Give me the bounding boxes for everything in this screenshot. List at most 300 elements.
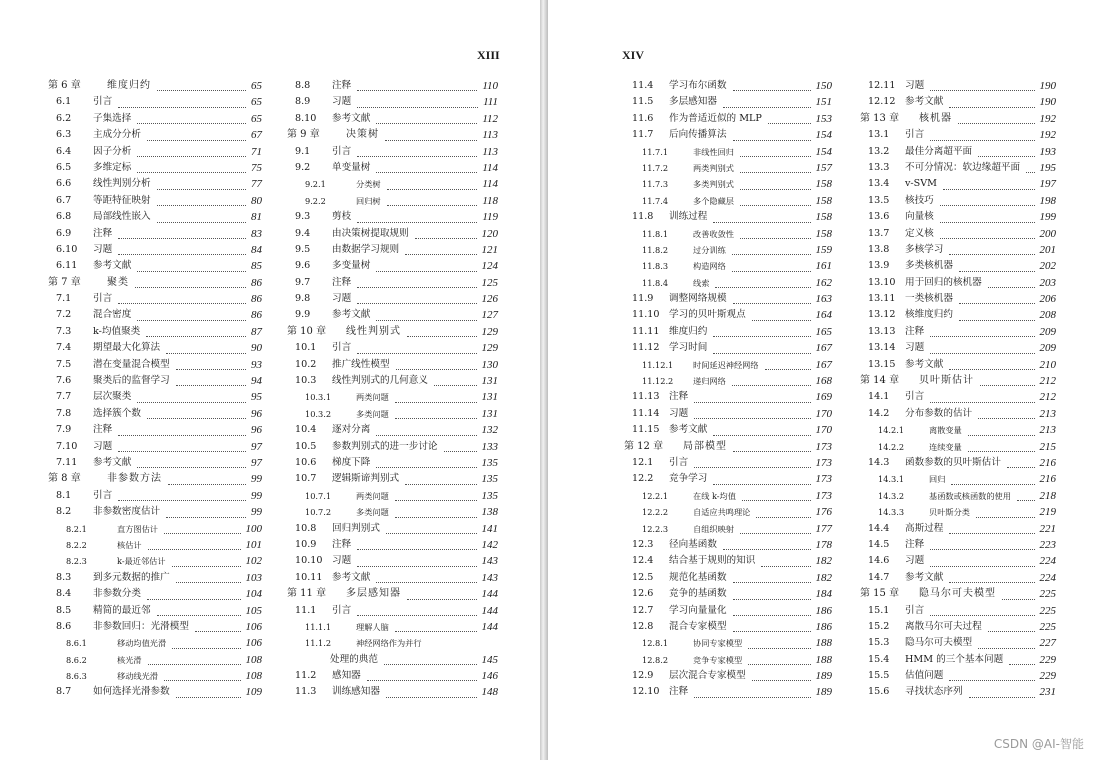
dot-leader (732, 238, 811, 255)
toc-entry-title: 多类问题 (356, 408, 389, 419)
toc-entry-page: 101 (245, 538, 262, 551)
toc-entry-number: 12.1 (632, 456, 654, 468)
toc-entry-title: 隐马尔可夫模型 (919, 588, 996, 600)
toc-entry-page: 99 (251, 489, 262, 502)
toc-entry-title: 学习的贝叶斯观点 (669, 309, 746, 321)
dot-leader (166, 500, 246, 517)
toc-entry-title: 竞争的基函数 (669, 588, 727, 600)
toc-entry-page: 114 (482, 161, 498, 174)
toc-entry-number: 11.1.2 (305, 638, 332, 649)
toc-entry-page: 182 (815, 571, 832, 584)
toc-entry-page: 209 (1039, 325, 1056, 338)
watermark: CSDN @AI-智能 (993, 737, 1084, 751)
dot-leader (740, 172, 811, 189)
toc-entry-title: 引言 (93, 96, 113, 108)
toc-entry-title: 作为普适近似的 MLP (669, 112, 762, 124)
dot-leader (951, 467, 1034, 484)
toc-entry-title: 线性判别式的几何意义 (332, 375, 428, 387)
toc-entry-title: 引言 (905, 129, 925, 141)
toc-entry-number: 7.11 (56, 456, 78, 468)
toc-entry-number: 11.10 (632, 309, 660, 321)
toc-entry-number: 15.3 (868, 637, 890, 649)
dot-leader (752, 303, 811, 320)
dot-leader (930, 385, 1034, 402)
dot-leader (118, 435, 246, 452)
dot-leader (748, 648, 810, 665)
toc-entry-page: 193 (1039, 145, 1056, 158)
dot-leader (969, 680, 1035, 697)
dot-leader (740, 517, 811, 534)
toc-entry-title: 参考文献 (93, 456, 132, 468)
dot-leader (157, 205, 246, 222)
toc-entry-number: 13.15 (868, 358, 896, 370)
toc-entry-page: 169 (815, 391, 832, 404)
toc-entry-page: 143 (481, 571, 498, 584)
dot-leader (1007, 451, 1035, 468)
toc-entry-number: 8.1 (56, 489, 72, 501)
toc-entry-title: 混合专家模型 (669, 620, 727, 632)
toc-entry-page: 190 (1039, 80, 1056, 92)
toc-entry-page: 87 (251, 325, 262, 338)
toc-entry-title: 引言 (332, 145, 352, 157)
toc-entry-number: 13.14 (868, 342, 896, 354)
toc-entry-title: 决策树 (346, 129, 379, 141)
dot-leader (949, 90, 1034, 107)
toc-entry-title: 竞争学习 (669, 473, 708, 485)
toc-entry-number: 8.8 (295, 80, 311, 91)
toc-entry (287, 619, 498, 635)
dot-leader (357, 271, 476, 288)
toc-entry-title: 贝叶斯分类 (929, 507, 970, 518)
dot-leader (385, 123, 477, 140)
toc-entry-number: 8.7 (56, 686, 72, 698)
toc-entry-number: 13.8 (868, 243, 890, 255)
toc-entry-page: 143 (481, 555, 498, 568)
toc-entry-page: 164 (815, 309, 832, 322)
toc-entry-title: 非参数方法 (107, 473, 162, 485)
toc-entry-number: 6.4 (56, 145, 72, 157)
toc-entry-page: 202 (1039, 260, 1056, 273)
toc-entry-page: 135 (481, 473, 498, 486)
toc-entry-title: 习题 (669, 407, 689, 419)
dot-leader (1026, 156, 1034, 173)
toc-entry-page: 173 (815, 440, 832, 453)
toc-entry-title: 感知器 (332, 670, 361, 682)
dot-leader (415, 222, 477, 239)
toc-entry-page: 108 (245, 653, 262, 666)
toc-entry-number: 7.10 (56, 440, 78, 452)
toc-entry-number: 11.8.2 (642, 244, 669, 255)
toc-entry-number: 13.5 (868, 194, 890, 206)
toc-entry-title: 规范化基函数 (669, 571, 727, 583)
toc-entry-number: 6.2 (56, 112, 72, 124)
toc-entry-number: 13.9 (868, 260, 890, 272)
dot-leader (118, 90, 246, 107)
page-number-left: XIII (477, 48, 500, 62)
toc-entry-title: 参数判别式的进一步讨论 (332, 440, 438, 452)
toc-entry-number: 10.5 (295, 440, 317, 452)
toc-entry-page: 162 (815, 276, 832, 289)
toc-entry-page: 212 (1039, 391, 1056, 404)
toc-entry-page: 94 (251, 375, 262, 388)
toc-entry-number: 9.6 (295, 260, 311, 272)
dot-leader (1002, 582, 1035, 599)
toc-entry-number: 10.3.1 (305, 392, 332, 403)
toc-entry-number: 12.6 (632, 588, 654, 600)
toc-entry-title: 习题 (332, 555, 352, 567)
toc-entry-title: 混合密度 (93, 309, 132, 321)
toc-entry-number: 11.4 (632, 80, 654, 91)
toc-entry-title: 选择簇个数 (93, 407, 141, 419)
dot-leader (940, 222, 1035, 239)
dot-leader (733, 582, 811, 599)
toc-entry-number: 8.6.2 (66, 654, 87, 665)
dot-leader (386, 517, 477, 534)
dot-leader (172, 549, 241, 566)
toc-entry-title: v-SVM (905, 178, 937, 190)
toc-entry-number: 14.3.1 (878, 474, 905, 485)
dot-leader (940, 189, 1035, 206)
toc-entry-page: 121 (481, 243, 498, 256)
toc-entry-title: 寻找状态序列 (905, 686, 963, 698)
toc-entry-title: 期望最大化算法 (93, 342, 161, 354)
toc-entry-title: 离散马尔可夫过程 (905, 620, 982, 632)
dot-leader (137, 156, 246, 173)
toc-entry-title: 隐马尔可夫模型 (905, 637, 973, 649)
page-gutter (540, 0, 548, 760)
toc-entry-number: 8.2.1 (66, 523, 87, 534)
toc-entry-page: 93 (251, 358, 262, 371)
toc-entry-number: 9.7 (295, 276, 311, 288)
toc-entry-page: 96 (251, 424, 262, 437)
toc-entry-title: 层次聚类 (93, 391, 132, 403)
dot-leader (357, 287, 476, 304)
toc-entry-number: 11.1.1 (305, 621, 332, 632)
dot-leader (405, 467, 476, 484)
toc-entry-title: 移动均值光滑 (117, 638, 167, 649)
dot-leader (694, 402, 810, 419)
toc-entry-number: 14.5 (868, 538, 890, 550)
toc-entry-number: 8.6.3 (66, 671, 87, 682)
toc-entry-title: 引言 (669, 456, 689, 468)
toc-entry-page: 145 (481, 653, 498, 666)
toc-entry-number: 7.5 (56, 358, 72, 370)
dot-leader (733, 615, 811, 632)
toc-entry-number: 9.2.1 (305, 179, 326, 190)
toc-entry-number: 8.3 (56, 571, 72, 583)
toc-entry-number: 7.4 (56, 342, 72, 354)
dot-leader (930, 320, 1034, 337)
dot-leader (157, 172, 246, 189)
toc-entry-page: 97 (251, 456, 262, 469)
toc-entry-title: 习题 (93, 440, 113, 452)
toc-entry-number: 13.10 (868, 276, 896, 288)
toc-entry-number: 11.7.2 (642, 162, 669, 173)
toc-entry (624, 684, 832, 700)
toc-entry-title: 参考文献 (905, 96, 944, 108)
toc-entry-page: 216 (1039, 456, 1056, 469)
toc-entry-page: 106 (245, 620, 262, 633)
toc-entry-number: 6.11 (56, 260, 78, 272)
toc-entry-title: 参考文献 (905, 571, 944, 583)
toc-entry-title: 由决策树提取规则 (332, 227, 409, 239)
toc-entry-title: 注释 (93, 424, 113, 436)
toc-entry-page: 154 (815, 145, 832, 158)
toc-entry-number: 12.2 (632, 473, 654, 485)
dot-leader (357, 533, 476, 550)
toc-entry-title: 核机器 (919, 112, 952, 124)
toc-entry-number: 11.7 (632, 129, 654, 141)
toc-entry-title: 时间延迟神经网络 (693, 359, 759, 370)
toc-entry-page: 229 (1039, 653, 1056, 666)
toc-entry-number: 10.7.2 (305, 507, 332, 518)
dot-leader (733, 287, 811, 304)
toc-entry-number: 8.10 (295, 112, 317, 124)
toc-entry-number: 8.2.3 (66, 556, 87, 567)
toc-entry-number: 6.7 (56, 194, 72, 206)
dot-leader (742, 484, 811, 501)
toc-entry-page: 131 (481, 407, 498, 420)
toc-entry-number: 11.7.1 (642, 146, 669, 157)
dot-leader (733, 74, 811, 91)
toc-entry-title: 回归树 (356, 195, 381, 206)
toc-entry-page: 129 (481, 342, 498, 355)
dot-leader (387, 189, 478, 206)
toc-entry-title: 自组织映射 (693, 523, 734, 534)
toc-entry-title: 多层感知器 (346, 588, 401, 600)
toc-entry-page: 178 (815, 538, 832, 551)
toc-entry-number: 11.5 (632, 96, 654, 108)
dot-leader (357, 549, 476, 566)
toc-entry-title: 构造网络 (693, 261, 726, 272)
toc-entry-page: 148 (481, 686, 498, 699)
dot-leader (694, 385, 810, 402)
toc-entry-number: 第 6 章 (48, 80, 81, 91)
page-number-right: XIV (622, 48, 645, 62)
dot-leader (713, 467, 810, 484)
toc-entry-number: 11.6 (632, 112, 654, 124)
toc-entry-number: 12.5 (632, 571, 654, 583)
toc-entry-title: 参考文献 (332, 571, 371, 583)
toc-entry-number: 9.3 (295, 211, 311, 223)
toc-entry-title: 习题 (905, 80, 925, 91)
toc-entry-page: 85 (251, 260, 262, 273)
toc-entry-number: 14.3.2 (878, 490, 905, 501)
toc-entry-number: 12.8.2 (642, 654, 669, 665)
toc-entry-page: 159 (815, 243, 832, 256)
toc-entry-number: 第 14 章 (860, 375, 900, 387)
dot-leader (367, 664, 477, 681)
toc-entry-page: 195 (1039, 161, 1056, 174)
toc-entry-page: 184 (815, 588, 832, 601)
dot-leader (930, 336, 1034, 353)
dot-leader (164, 664, 241, 681)
toc-entry-title: 如何选择光滑参数 (93, 686, 170, 698)
toc-entry-title: 不可分情况：软边缘超平面 (905, 161, 1021, 173)
toc-column-1 (48, 78, 262, 701)
dot-leader (137, 451, 246, 468)
toc-entry-number: 14.3.3 (878, 507, 905, 518)
toc-entry-number: 7.1 (56, 293, 72, 305)
toc-entry-page: 200 (1039, 227, 1056, 240)
toc-entry-page: 84 (251, 243, 262, 256)
dot-leader (713, 336, 810, 353)
toc-entry-page: 146 (481, 670, 498, 683)
toc-entry-title: 逐对分离 (332, 424, 371, 436)
toc-entry-page: 189 (815, 670, 832, 683)
dot-leader (930, 549, 1034, 566)
toc-entry-number: 6.6 (56, 178, 72, 190)
dot-leader (376, 418, 476, 435)
toc-entry-title: 线性判别分析 (93, 178, 151, 190)
toc-entry-page: 153 (815, 112, 832, 125)
dot-leader (118, 484, 246, 501)
toc-entry-page: 208 (1039, 309, 1056, 322)
dot-leader (733, 123, 811, 140)
dot-leader (988, 615, 1035, 632)
toc-entry-title: 回归判别式 (332, 522, 380, 534)
toc-entry-title: 训练过程 (669, 211, 708, 223)
dot-leader (930, 74, 1034, 91)
toc-entry-page: 99 (251, 473, 262, 486)
dot-leader (930, 533, 1034, 550)
toc-entry-page: 105 (245, 604, 262, 617)
toc-entry-page: 90 (251, 342, 262, 355)
toc-entry-number: 11.8 (632, 211, 654, 223)
toc-entry-page: 144 (481, 620, 498, 633)
dot-leader (176, 353, 246, 370)
dot-leader (1017, 484, 1035, 501)
toc-entry-title: 径向基函数 (669, 538, 717, 550)
toc-entry-number: 10.6 (295, 456, 317, 468)
toc-entry-number: 15.6 (868, 686, 890, 698)
dot-leader (137, 107, 246, 124)
toc-entry-title: 过分训练 (693, 244, 726, 255)
toc-entry-title: 核维度归约 (905, 309, 953, 321)
dot-leader (137, 303, 246, 320)
dot-leader (168, 467, 246, 484)
toc-entry-title: 线索 (693, 277, 710, 288)
toc-entry-page: 219 (1039, 506, 1056, 519)
toc-entry-title: 习题 (905, 342, 925, 354)
toc-entry-page: 188 (815, 637, 832, 650)
toc-entry-number: 10.8 (295, 522, 317, 534)
dot-leader (978, 631, 1034, 648)
toc-entry-page: 135 (481, 489, 498, 502)
dot-leader (713, 320, 810, 337)
toc-entry-page: 144 (481, 588, 498, 601)
dot-leader (930, 599, 1034, 616)
toc-entry-number: 7.7 (56, 391, 72, 403)
toc-entry-number: 8.6.1 (66, 638, 87, 649)
toc-entry-number: 15.4 (868, 653, 890, 665)
dot-leader (949, 566, 1034, 583)
dot-leader (395, 615, 477, 632)
toc-entry-title: 回归 (929, 474, 946, 485)
toc-entry-page: 213 (1039, 407, 1056, 420)
toc-entry-page: 192 (1039, 129, 1056, 142)
toc-entry (860, 684, 1056, 700)
dot-leader (357, 74, 477, 91)
toc-entry-page: 113 (482, 145, 498, 158)
toc-entry-page: 103 (245, 571, 262, 584)
toc-entry-title: 局部模型 (683, 440, 727, 452)
toc-entry-title: 移动线光滑 (117, 671, 158, 682)
toc-entry (287, 684, 498, 700)
dot-leader (376, 566, 476, 583)
toc-entry-title: 两类问题 (356, 490, 389, 501)
toc-entry-page: 186 (815, 620, 832, 633)
dot-leader (740, 140, 811, 157)
toc-entry-title: 基函数或核函数的使用 (929, 490, 1011, 501)
toc-entry-title: 分布参数的估计 (905, 407, 973, 419)
toc-entry-page: 119 (482, 211, 498, 224)
toc-entry-number: 11.9 (632, 293, 654, 305)
dot-leader (148, 533, 241, 550)
toc-entry-page: 75 (251, 161, 262, 174)
toc-entry-title: 高斯过程 (905, 522, 944, 534)
toc-entry-title: 局部线性嵌入 (93, 211, 151, 223)
toc-entry-number: 14.7 (868, 571, 890, 583)
toc-entry-title: 贝叶斯估计 (919, 375, 974, 387)
toc-entry-page: 163 (815, 293, 832, 306)
toc-entry-page: 125 (481, 276, 498, 289)
toc-entry-title: 最佳分离超平面 (905, 145, 973, 157)
toc-entry-title: 参考文献 (93, 260, 132, 272)
dot-leader (395, 484, 477, 501)
toc-entry-number: 12.3 (632, 538, 654, 550)
toc-entry-title: 注释 (332, 80, 352, 91)
toc-entry-number: 11.12.2 (642, 376, 674, 387)
toc-entry-title: 学习时间 (669, 342, 708, 354)
toc-entry-page: 144 (481, 604, 498, 617)
toc-entry-title: 离散变量 (929, 425, 962, 436)
dot-leader (395, 385, 477, 402)
toc-entry-page: 206 (1039, 293, 1056, 306)
toc-entry-number: 14.2.2 (878, 441, 905, 452)
toc-entry-page: 221 (1039, 522, 1056, 535)
toc-entry-title: 注释 (669, 686, 689, 698)
toc-entry-page: 65 (251, 80, 262, 92)
toc-entry-title: 多类核机器 (905, 260, 953, 272)
toc-entry-title: 维度归约 (669, 325, 708, 337)
toc-entry-title: 非参数密度估计 (93, 506, 161, 518)
toc-entry-title: 训练感知器 (332, 686, 380, 698)
toc-entry-page: 158 (815, 227, 832, 240)
toc-entry-page: 113 (482, 129, 498, 142)
toc-entry-page: 170 (815, 407, 832, 420)
toc-entry-title: 递归网络 (693, 376, 726, 387)
dot-leader (147, 402, 246, 419)
toc-entry-number: 第 7 章 (48, 276, 81, 288)
toc-entry-number: 12.7 (632, 604, 654, 616)
toc-entry-title: 习题 (93, 243, 113, 255)
dot-leader (376, 107, 477, 124)
toc-column-2 (287, 78, 498, 701)
dot-leader (376, 451, 476, 468)
dot-leader (387, 172, 478, 189)
toc-entry-number: 9.9 (295, 309, 311, 321)
toc-entry-title: 层次混合专家模型 (669, 670, 746, 682)
toc-entry-title: 引言 (93, 293, 113, 305)
dot-leader (930, 123, 1034, 140)
toc-entry-title: 多个隐藏层 (693, 195, 734, 206)
toc-entry-title: 竞争专家模型 (693, 654, 743, 665)
dot-leader (137, 254, 246, 271)
toc-entry-title: 由数据学习规则 (332, 243, 400, 255)
dot-leader (949, 238, 1034, 255)
dot-leader (118, 418, 246, 435)
